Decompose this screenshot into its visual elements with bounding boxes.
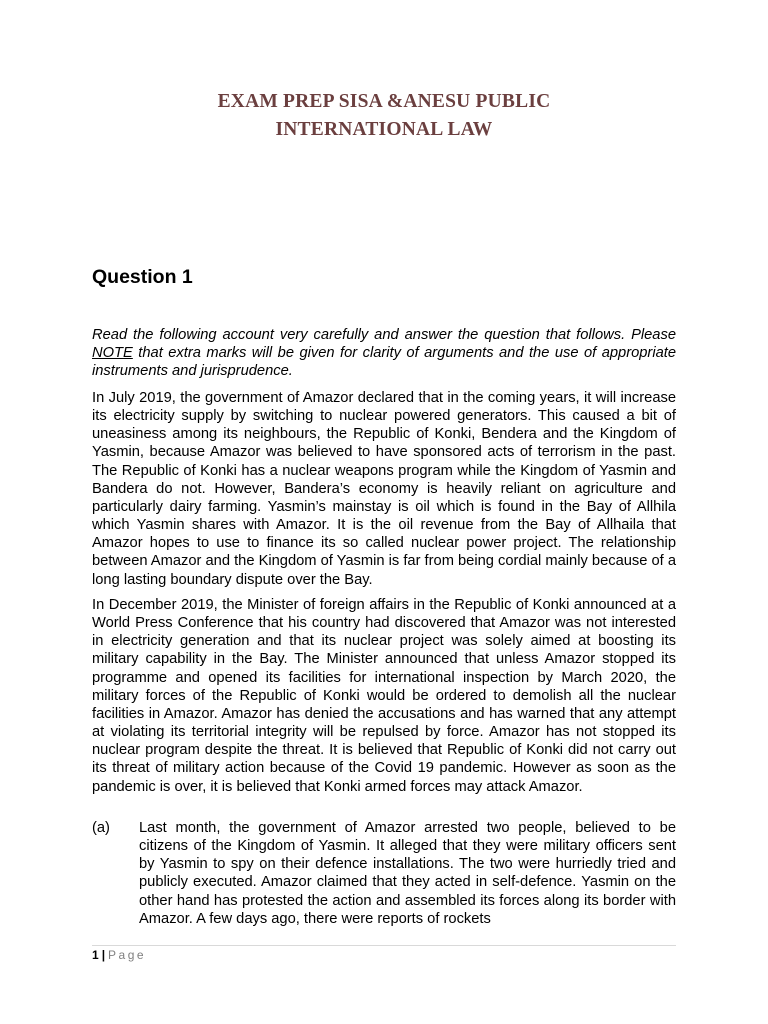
instructions-paragraph [92, 326, 676, 380]
sub-question-a-text: Last month, the government of Amazor arrested two people, believed to be citizens of the Kingdom of Yasmin. It alleged that they were military officers sent by Yasmin to spy on their defence installations. The two were hurriedly tried and publicly executed. Amazor claimed that they acted in self-defence. Yasmin on the other hand has protested the action and assembled its forces along its border with Amazor. A few days ago, there were reports of rockets [139, 820, 676, 927]
scenario-paragraph-1: In July 2019, the government of Amazor declared that in the coming years, it will increase its electricity supply by switching to nuclear powered generators. This caused a bit of uneasiness among its neighbours, the Republic of Konki, Bendera and the Kingdom of Yasmin, because Amazor was believed to have sponsored acts of terrorism in the past. The Republic of Konki has a nuclear weapons program while the Kingdom of Yasmin and Bandera do not. However, Bandera’s economy is heavily reliant on agriculture and particularly dairy farming. Yasmin’s mainstay is oil which is found in the Bay of Allhila which Yasmin shares with Amazor. It is the oil revenue from the Bay of Allhaila that Amazor hopes to use to finance its so called nuclear power project. The relationship between Amazor and the Kingdom of Yasmin is far from being cordial mainly because of a long lasting boundary dispute over the Bay. [92, 390, 677, 588]
scenario-paragraph-2: In December 2019, the Minister of foreign affairs in the Republic of Konki announced at a World Press Conference that his country had discovered that Amazor was not interested in electricity generation and that its nuclear project was solely aimed at boosting its military capability in the Bay. The Minister announced that unless Amazor stopped its programme and opened its facilities for international inspection by March 2020, the military forces of the Republic of Konki would be ordered to demolish all the nuclear facilities in Amazor. Amazor has denied the accusations and has warned that any attempt at violating its territorial integrity will be repulsed by force. Amazor has not stopped its nuclear program despite the threat. It is believed that Republic of Konki did not carry out its threat of military action because of the Covid 19 pandemic. However as soon as the pandemic is over, it is believed that Konki armed forces may attack Amazor. [92, 597, 676, 795]
footer-separator: | [101, 948, 106, 962]
document-title-line-2: INTERNATIONAL LAW [275, 119, 493, 140]
page-number: 1 [92, 948, 99, 962]
page-footer [92, 948, 146, 962]
instructions-text-part-2: that extra marks will be given for clarity of arguments and the use of appropriate instruments and jurisprudence. [92, 345, 676, 380]
document-title [92, 88, 676, 144]
document-title-line-1: EXAM PREP SISA &ANESU PUBLIC [217, 91, 551, 112]
footer-divider [92, 945, 676, 946]
sub-question-a-marker: (a) [92, 820, 110, 836]
instructions-note-emphasis: NOTE [92, 345, 133, 362]
instructions-text-part-1: Read the following account very carefully and answer the question that follows. Please [92, 327, 676, 343]
question-heading: Question 1 [92, 266, 193, 288]
page-label: Page [108, 948, 147, 962]
